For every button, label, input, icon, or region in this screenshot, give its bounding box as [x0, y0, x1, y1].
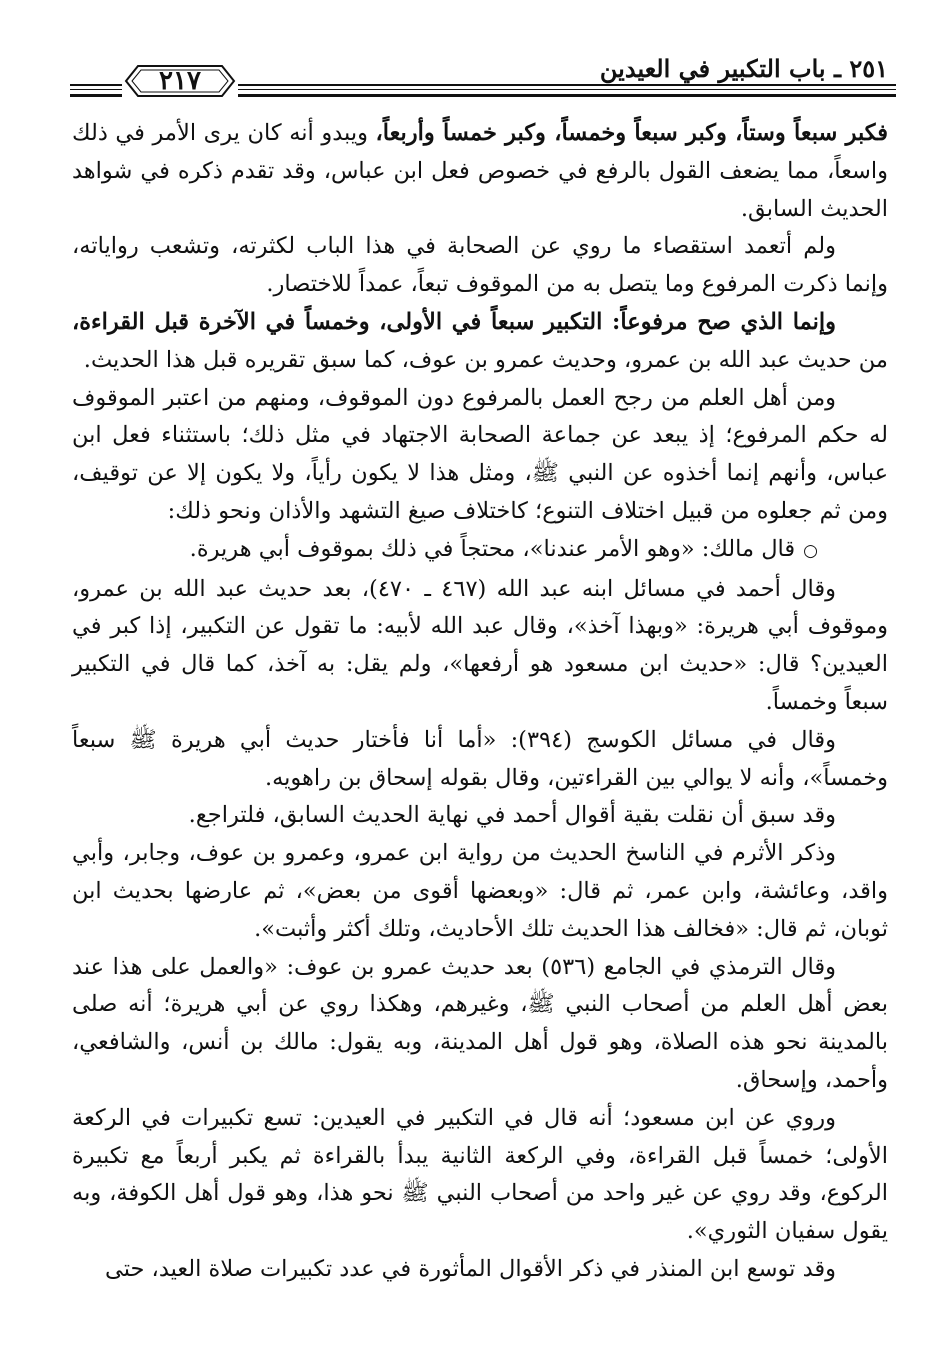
paragraph — [72, 1251, 888, 1289]
paragraph — [72, 304, 888, 380]
paragraph — [72, 1100, 888, 1251]
text-run: وقال أحمد في مسائل ابنه عبد الله (٤٦٧ ـ ٤٧٠)، بعد حديث عبد الله بن عمرو، وموقوف أبي هريرة: «وبهذا آخذ»، وقال عبد الله لأبيه: ما تقول عن التكبير، إذا كبر في العيدين؟ قال: «حديث ابن مسعود هو أرفعها»، ولم يقل: به آخذ، كما قال في التكبير سبعاً وخمساً. — [72, 575, 888, 715]
paragraph — [72, 531, 888, 571]
paragraph — [72, 380, 888, 531]
text-run: من حديث عبد الله بن عمرو، وحديث عمرو بن عوف، كما سبق تقريره قبل هذا الحديث. — [83, 346, 888, 373]
paragraph — [72, 949, 888, 1100]
text-run: وروي عن ابن مسعود؛ أنه قال في التكبير في العيدين: تسع تكبيرات في الركعة الأولى؛ خمساً قبل القراءة، وفي الركعة الثانية يبدأ بالقراءة ثم يكبر أربعاً مع تكبيرة الركوع، وقد روي عن غير واحد من أصحاب النبي ﷺ نحو هذا، وهو قول أهل الكوفة، وبه يقول سفيان الثوري». — [72, 1104, 888, 1245]
bold-text-run: وإنما الذي صح مرفوعاً: التكبير سبعاً في الأولى، وخمساً في الآخرة قبل القراءة، — [72, 308, 836, 335]
paragraph — [72, 115, 888, 228]
bold-text-run: فكبر سبعاً وستاً، وكبر سبعاً وخمساً، وكبر خمساً وأربعاً، — [375, 120, 888, 146]
paragraph — [72, 835, 888, 948]
paragraph — [72, 722, 888, 798]
body-text — [72, 115, 888, 1289]
paragraph — [72, 228, 888, 304]
text-run: وقال الترمذي في الجامع (٥٣٦) بعد حديث عمرو بن عوف: «والعمل على هذا عند بعض أهل العلم من أصحاب النبي ﷺ، وغيرهم، وهكذا روي عن أبي هريرة؛ أنه صلى بالمدينة نحو هذه الصلاة، وهو قول أهل المدينة، وبه يقول: مالك بن أنس، والشافعي، وأحمد، وإسحاق. — [72, 953, 888, 1093]
page-number-badge — [122, 60, 238, 102]
text-run: ومن أهل العلم من رجح العمل بالمرفوع دون الموقوف، ومنهم من اعتبر الموقوف له حكم المرفوع؛ إذ يبعد عن جماعة الصحابة الاجتهاد في مثل ذلك؛ باستثناء فعل ابن عباس، وأنهم إنما أخذوه عن النبي ﷺ، ومثل هذا لا يكون رأياً، ولا يكون إلا عن توقيف، ومن ثم جعلوه من قبيل اختلاف التنوع؛ كاختلاف صيغ التشهد والأذان ونحو ذلك: — [72, 384, 888, 524]
text-run: ويبدو أنه كان يرى الأمر في ذلك واسعاً، مما يضعف القول بالرفع في خصوص فعل ابن عباس، وقد تقدم ذكره في شواهد الحديث السابق. — [72, 120, 888, 222]
text-run: وقد توسع ابن المنذر في ذكر الأقوال المأثورة في عدد تكبيرات صلاة العيد، حتى — [104, 1255, 836, 1282]
text-run: وقد سبق أن نقلت بقية أقوال أحمد في نهاية الحديث السابق، فلتراجع. — [188, 802, 836, 829]
text-run: وذكر الأثرم في الناسخ الحديث من رواية ابن عمرو، وعمرو بن عوف، وجابر، وأبي واقد، وعائشة، وابن عمر، ثم قال: «وبعضها أقوى من بعض»، ثم عارضها بحديث ابن ثوبان، ثم قال: «فخالف هذا الحديث تلك الأحاديث، وتلك أكثر وأثبت». — [72, 840, 888, 942]
page-header — [70, 52, 896, 98]
text-run: ولم أتعمد استقصاء ما روي عن الصحابة في هذا الباب لكثرته، وتشعب رواياته، وإنما ذكرت المرفوع وما يتصل به من الموقوف تبعاً، عمداً للاختصار. — [72, 233, 888, 298]
bullet-circle-icon: ○ — [803, 540, 818, 561]
text-run: وقال في مسائل الكوسج (٣٩٤): «أما أنا فأختار حديث أبي هريرة ﷺ سبعاً وخمساً»، وأنه لا يوالي بين القراءتين، وقال بقوله إسحاق بن راهويه. — [72, 726, 888, 791]
paragraph — [72, 571, 888, 722]
running-title: ٢٥١ ـ باب التكبير في العيدين — [599, 54, 888, 83]
paragraph — [72, 797, 888, 835]
page-number: ٢١٧ — [159, 66, 201, 96]
text-run: قال مالك: «وهو الأمر عندنا»، محتجاً في ذلك بموقوف أبي هريرة. — [189, 535, 796, 562]
